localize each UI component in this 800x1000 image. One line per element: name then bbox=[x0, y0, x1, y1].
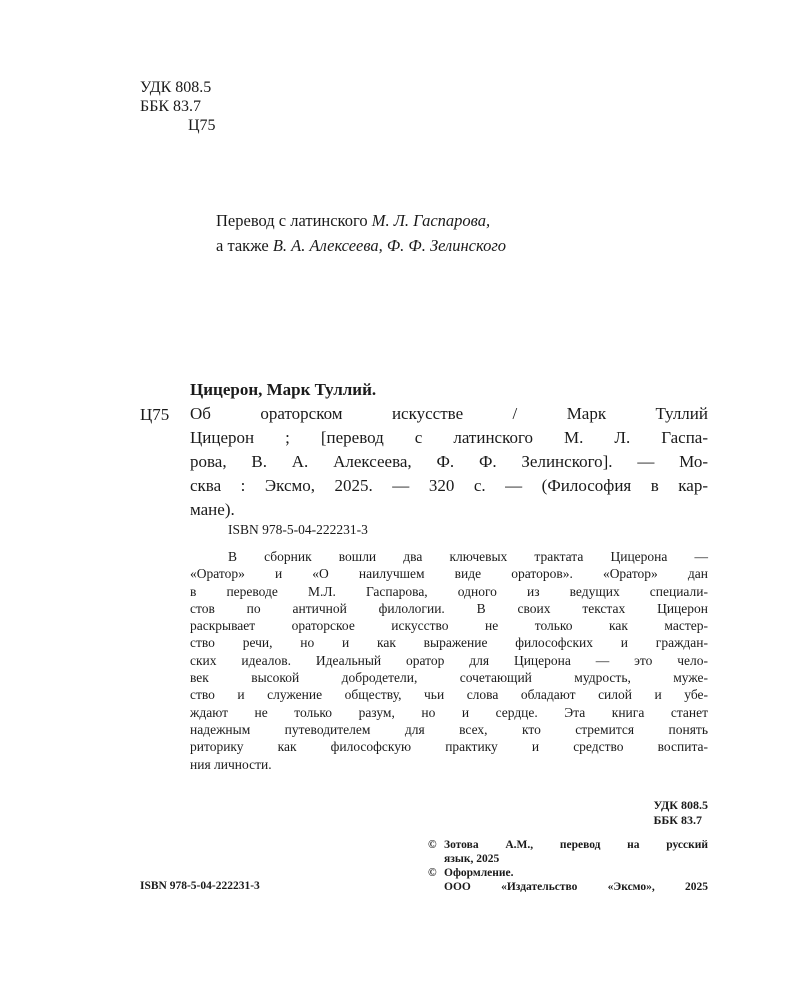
biblio-line: Цицерон ; [перевод с латинского М. Л. Гаспа- bbox=[190, 428, 708, 447]
biblio-line: рова, В. А. Алексеева, Ф. Ф. Зелинского]. — Мо- bbox=[190, 452, 708, 471]
translation-line-2: а также В. А. Алексеева, Ф. Ф. Зелинского bbox=[216, 236, 507, 255]
annotation-line: В сборник вошли два ключевых трактата Цицерона — bbox=[228, 549, 708, 564]
annotation-line: «Оратор» и «О наилучшем виде ораторов». «Оратор» дан bbox=[190, 566, 708, 582]
bibliographic-description bbox=[190, 402, 708, 522]
copyright-entry bbox=[428, 838, 708, 866]
record-author-mark: Ц75 bbox=[140, 405, 170, 424]
annotation-line: риторику как философскую практику и средство воспита- bbox=[190, 739, 708, 755]
translation-line-1: Перевод с латинского М. Л. Гаспарова, bbox=[216, 211, 491, 230]
annotation-line: надежным путеводителем для всех, кто стремится понять bbox=[190, 721, 708, 737]
bottom-classification bbox=[653, 798, 708, 828]
copyright-text: ООО «Издательство «Эксмо», 2025 bbox=[444, 881, 708, 893]
copyright-block bbox=[428, 838, 708, 894]
annotation bbox=[190, 548, 708, 773]
translation-credits bbox=[216, 208, 506, 258]
annotation-line: ждают не только разум, но и сердце. Эта книга станет bbox=[190, 704, 708, 720]
translator-name: М. Л. Гаспарова, bbox=[371, 211, 491, 230]
annotation-line: стов по античной филологии. В своих текстах Цицерон bbox=[190, 600, 708, 616]
isbn-record: ISBN 978-5-04-222231-3 bbox=[228, 522, 368, 537]
annotation-line: ство речи, но и как выражение философских и граждан- bbox=[190, 635, 708, 651]
author-heading: Цицерон, Марк Туллий. bbox=[190, 380, 377, 399]
annotation-line: ство и служение обществу, чьи слова обладают силой и убе- bbox=[190, 687, 708, 703]
biblio-line: Об ораторском искусстве / Марк Туллий bbox=[190, 404, 708, 423]
copyright-text: Зотова А.М., перевод на русский bbox=[444, 839, 708, 851]
classification-block bbox=[140, 78, 216, 135]
udk-code: УДК 808.5 bbox=[140, 79, 212, 96]
annotation-line: век высокой добродетели, сочетающий мудрость, муже- bbox=[190, 670, 708, 686]
bottom-udk-code: УДК 808.5 bbox=[653, 798, 708, 812]
biblio-line: мане). bbox=[190, 500, 235, 519]
translator-names: В. А. Алексеева, Ф. Ф. Зелинского bbox=[272, 236, 507, 255]
annotation-line: раскрывает ораторское искусство не только как мастер- bbox=[190, 618, 708, 634]
author-mark: Ц75 bbox=[188, 117, 216, 134]
copyright-icon: © bbox=[428, 839, 437, 851]
copyright-entry bbox=[428, 866, 708, 894]
copyright-text: Оформление. bbox=[444, 867, 514, 879]
biblio-line: сква : Эксмо, 2025. — 320 с. — (Философия в кар- bbox=[190, 476, 708, 495]
copyright-icon: © bbox=[428, 867, 437, 879]
annotation-line: в переводе М.Л. Гаспарова, одного из ведущих специали- bbox=[190, 583, 708, 599]
bottom-bbk-code: ББК 83.7 bbox=[653, 813, 703, 827]
copyright-text: язык, 2025 bbox=[444, 853, 500, 865]
annotation-line: ских идеалов. Идеальный оратор для Цицерона — это чело- bbox=[190, 652, 708, 668]
annotation-line: ния личности. bbox=[190, 756, 272, 772]
isbn-bottom: ISBN 978-5-04-222231-3 bbox=[140, 880, 260, 892]
bbk-code: ББК 83.7 bbox=[140, 98, 202, 115]
